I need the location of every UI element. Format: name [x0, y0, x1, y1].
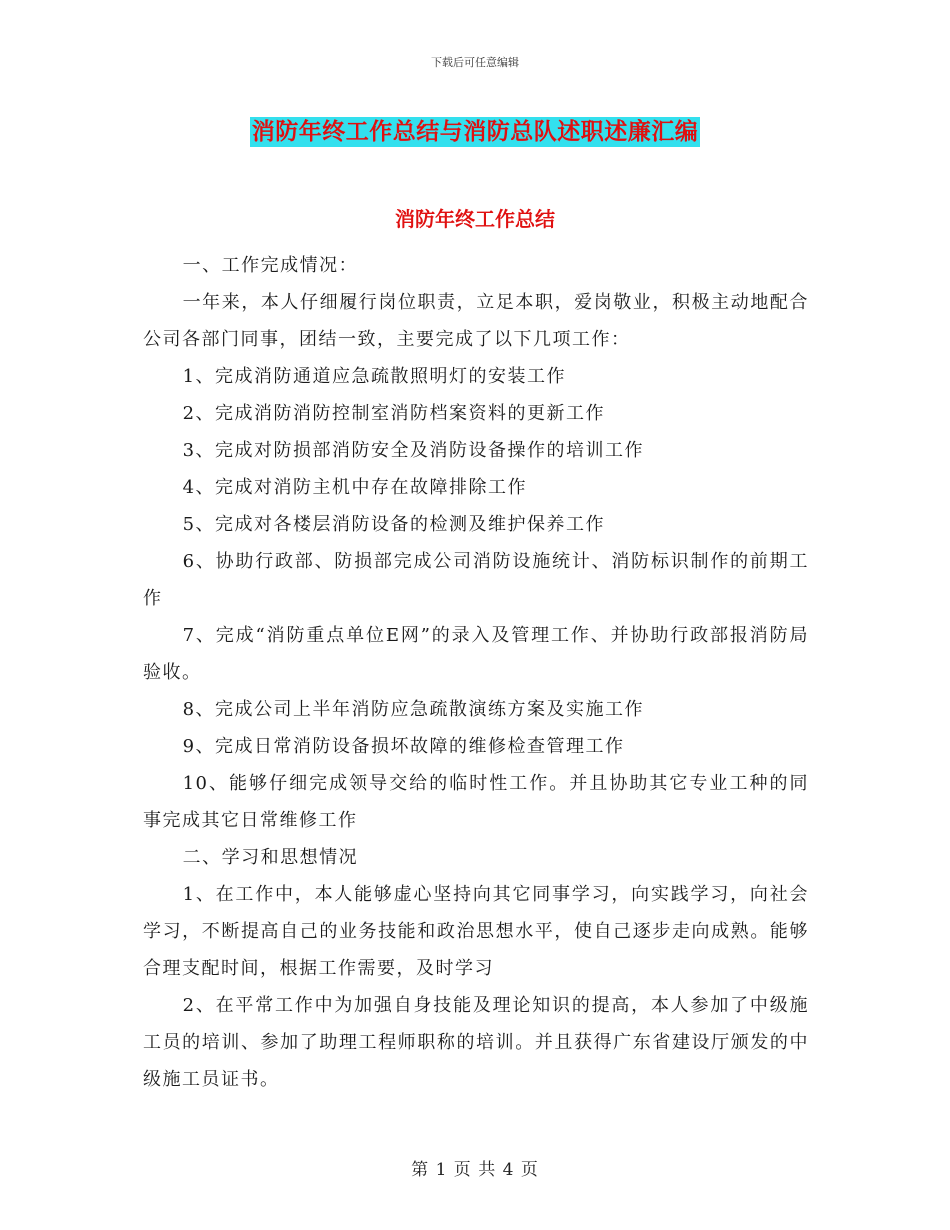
- page-footer: 第 1 页 共 4 页: [411, 1160, 539, 1180]
- paragraph: 3、完成对防损部消防安全及消防设备操作的培训工作: [182, 440, 645, 461]
- paragraph: 8、完成公司上半年消防应急疏散演练方案及实施工作: [182, 699, 645, 720]
- paragraph: 7、完成“消防重点单位E网”的录入及管理工作、并协助行政部报消防局验收。: [143, 625, 809, 683]
- paragraph: 一、工作完成情况：: [182, 255, 359, 276]
- paragraph: 1、在工作中，本人能够虚心坚持向其它同事学习，向实践学习，向社会学习，不断提高自己的业务技能和政治思想水平，使自己逐步走向成熟。能够合理支配时间，根据工作需要，及时学习: [143, 884, 809, 979]
- paragraph: 5、完成对各楼层消防设备的检测及维护保养工作: [182, 514, 606, 535]
- paragraph: 9、完成日常消防设备损坏故障的维修检查管理工作: [182, 736, 625, 757]
- paragraph: 2、完成消防消防控制室消防档案资料的更新工作: [182, 403, 606, 424]
- document-title: [0, 113, 950, 146]
- paragraph: 1、完成消防通道应急疏散照明灯的安装工作: [182, 366, 567, 387]
- header-note: 下载后可任意编辑: [431, 56, 519, 69]
- paragraph: 二、学习和思想情况: [182, 847, 359, 868]
- section-title: 消防年终工作总结: [395, 207, 555, 231]
- paragraph: 4、完成对消防主机中存在故障排除工作: [182, 477, 528, 498]
- document-body: [143, 247, 809, 1098]
- paragraph: 10、能够仔细完成领导交给的临时性工作。并且协助其它专业工种的同事完成其它日常维修工作: [143, 773, 809, 831]
- document-title-text: 消防年终工作总结与消防总队述职述廉汇编: [251, 119, 699, 145]
- paragraph: 2、在平常工作中为加强自身技能及理论知识的提高，本人参加了中级施工员的培训、参加了助理工程师职称的培训。并且获得广东省建设厅颁发的中级施工员证书。: [143, 995, 809, 1090]
- paragraph: 一年来，本人仔细履行岗位职责，立足本职，爱岗敬业，积极主动地配合公司各部门同事，团结一致，主要完成了以下几项工作：: [143, 292, 809, 350]
- paragraph: 6、协助行政部、防损部完成公司消防设施统计、消防标识制作的前期工作: [143, 551, 809, 609]
